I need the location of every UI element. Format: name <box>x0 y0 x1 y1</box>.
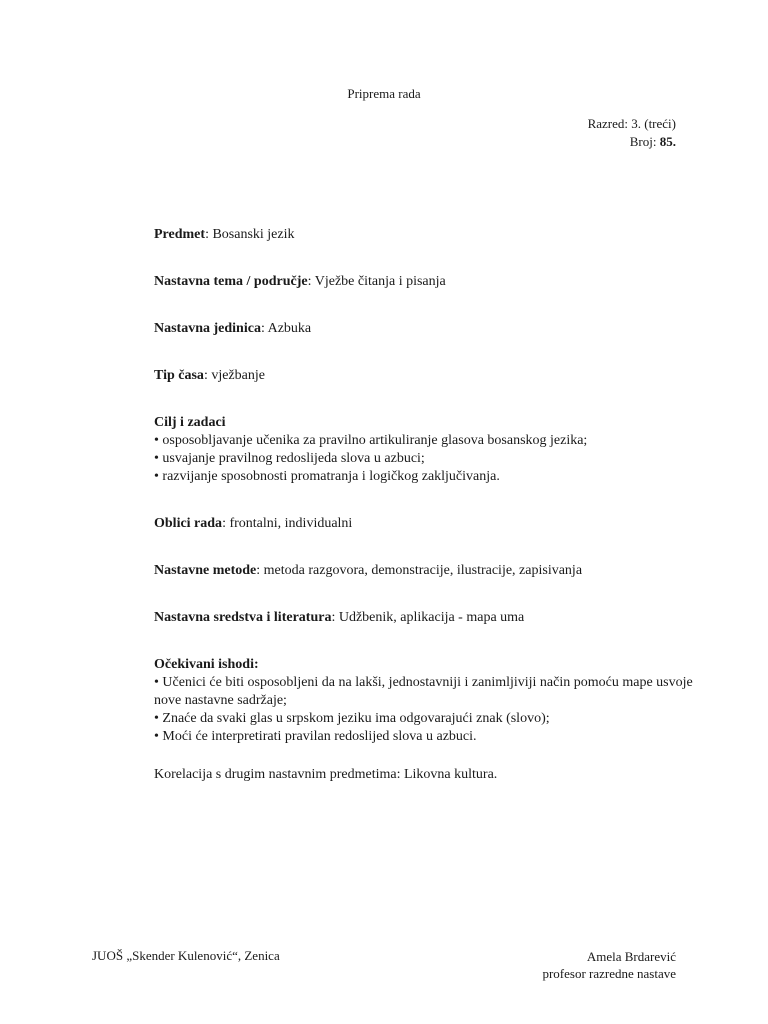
razred-line <box>588 115 676 133</box>
field-label: Nastavne metode <box>154 563 257 578</box>
field-value: vježbanje <box>211 368 265 383</box>
field-cilj <box>154 414 694 486</box>
field-value: Udžbenik, aplikacija - mapa uma <box>338 610 525 625</box>
razred-value: 3. (treći) <box>631 116 676 131</box>
list-item: • Moći će interpretirati pravilan redoslijed slova u azbuci. <box>154 729 477 744</box>
field-label: Očekivani ishodi: <box>154 657 259 672</box>
author-name: Amela Brdarević <box>586 949 676 964</box>
field-label: Nastavna tema / područje <box>154 274 308 289</box>
razred-label: Razred: <box>587 116 628 131</box>
field-label: Oblici rada <box>154 516 223 531</box>
goals-list <box>154 432 694 486</box>
field-value: Azbuka <box>267 321 312 336</box>
field-jedinica: Nastavna jedinica: Azbuka <box>154 321 312 336</box>
field-sredstva: Nastavna sredstva i literatura: Udžbenik, aplikacija - mapa uma <box>154 610 525 625</box>
field-ishodi <box>154 656 694 746</box>
field-label: Predmet <box>154 227 206 242</box>
broj-line <box>588 133 676 151</box>
field-value: Vježbe čitanja i pisanja <box>314 274 446 289</box>
field-metode: Nastavne metode: metoda razgovora, demonstracije, ilustracije, zapisivanja <box>154 563 583 578</box>
broj-value: 85. <box>659 134 676 149</box>
list-item: • Znaće da svaki glas u srpskom jeziku ima odgovarajući znak (slovo); <box>154 711 550 726</box>
field-value: Bosanski jezik <box>212 227 295 242</box>
field-value: metoda razgovora, demonstracije, ilustracije, zapisivanja <box>263 563 583 578</box>
author-signature <box>542 948 676 982</box>
lesson-plan-body <box>154 226 694 784</box>
field-label: Tip časa <box>154 368 204 383</box>
field-label: Nastavna sredstva i literatura <box>154 610 332 625</box>
author-role: profesor razredne nastave <box>542 966 676 981</box>
school-name: JUOŠ „Skender Kulenović“, Zenica <box>92 948 280 963</box>
field-oblici: Oblici rada: frontalni, individualni <box>154 516 353 531</box>
page-title: Priprema rada <box>347 86 421 101</box>
field-label: Nastavna jedinica <box>154 321 261 336</box>
broj-label: Broj: <box>629 134 657 149</box>
field-value: frontalni, individualni <box>229 516 353 531</box>
field-tip: Tip časa: vježbanje <box>154 368 265 383</box>
field-predmet: Predmet: Bosanski jezik <box>154 227 295 242</box>
outcomes-list <box>154 674 694 746</box>
list-item: • osposobljavanje učenika za pravilno artikuliranje glasova bosanskog jezika; <box>154 433 588 448</box>
field-tema: Nastavna tema / područje: Vježbe čitanja i pisanja <box>154 274 446 289</box>
list-item: • usvajanje pravilnog redoslijeda slova u azbuci; <box>154 451 425 466</box>
list-item: • razvijanje sposobnosti promatranja i logičkog zaključivanja. <box>154 469 500 484</box>
field-label: Cilj i zadaci <box>154 415 226 430</box>
correlation-line: Korelacija s drugim nastavnim predmetima: Likovna kultura. <box>154 767 498 782</box>
class-info <box>588 115 676 151</box>
list-item: • Učenici će biti osposobljeni da na lakši, jednostavniji i zanimljiviji način pomoću mape usvoje nove nastavne sadržaje; <box>154 675 693 708</box>
